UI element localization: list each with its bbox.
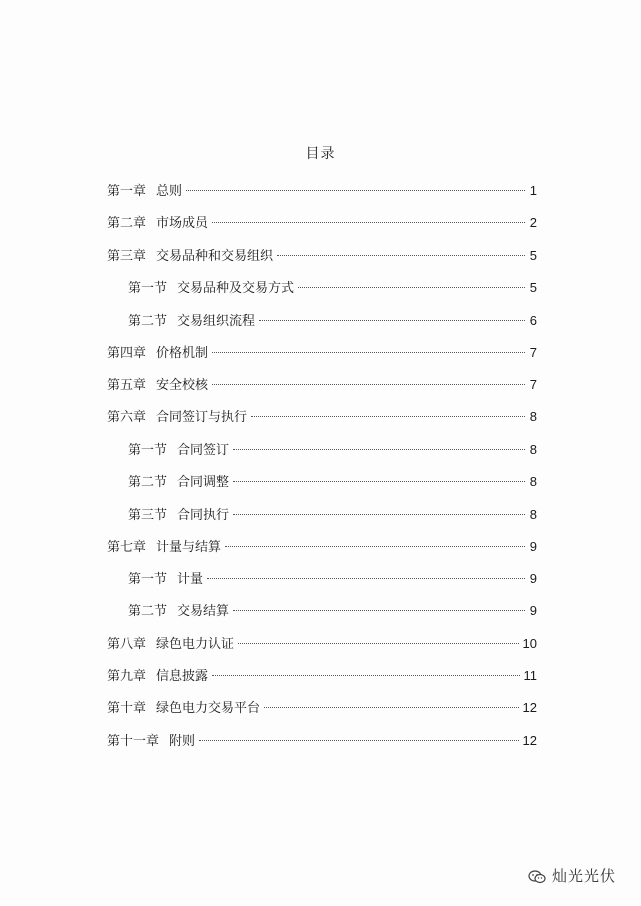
toc-entry-number: 第二节 <box>128 604 168 619</box>
toc-entry-chapter-10 <box>107 698 537 718</box>
toc-entry-number: 第一节 <box>128 572 168 587</box>
toc-entry-title: 计量 <box>177 572 204 587</box>
dot-leader <box>238 643 519 644</box>
toc-entry-title: 合同签订 <box>177 443 230 458</box>
toc-entry-number: 第二节 <box>128 475 168 490</box>
watermark-text: 灿光光伏 <box>552 867 617 885</box>
dot-leader <box>212 222 525 223</box>
toc-entry-number: 第九章 <box>107 669 147 684</box>
toc-entry-section <box>128 311 537 331</box>
dot-leader <box>298 287 525 288</box>
toc-entry-number: 第八章 <box>107 637 147 652</box>
toc-entry-section <box>128 278 537 298</box>
toc-entry-number: 第二章 <box>107 216 147 231</box>
toc-entry-title: 交易结算 <box>177 604 230 619</box>
dot-leader <box>259 320 525 321</box>
toc-entry-page: 7 <box>529 345 537 360</box>
toc-entry-page: 11 <box>523 668 537 683</box>
toc-entry-page: 10 <box>522 636 537 651</box>
toc-entry-chapter-9 <box>107 666 537 686</box>
toc-entry-number: 第七章 <box>107 540 147 555</box>
toc-entry-page: 12 <box>522 733 537 748</box>
dot-leader <box>212 352 525 353</box>
toc-entry-number: 第一章 <box>107 184 147 199</box>
dot-leader <box>233 514 525 515</box>
toc-entry-number: 第一节 <box>128 443 168 458</box>
toc-entry-title: 附则 <box>169 734 196 749</box>
dot-leader <box>251 416 525 417</box>
toc-entry-number: 第五章 <box>107 378 147 393</box>
toc-entry-page: 6 <box>529 313 537 328</box>
toc-entry-title: 计量与结算 <box>156 540 222 555</box>
toc-entry-chapter-4 <box>107 343 537 363</box>
dot-leader <box>199 740 519 741</box>
toc-entry-chapter-2 <box>107 213 537 233</box>
toc-entry-page: 1 <box>529 183 537 198</box>
dot-leader <box>212 384 525 385</box>
toc-entry-title: 总则 <box>156 184 183 199</box>
toc-entry-number: 第三节 <box>128 508 168 523</box>
toc-entry-number: 第六章 <box>107 410 147 425</box>
toc-entry-title: 合同调整 <box>177 475 230 490</box>
dot-leader <box>264 707 519 708</box>
toc-entry-title: 合同签订与执行 <box>156 410 248 425</box>
toc-entry-title: 绿色电力交易平台 <box>156 701 261 716</box>
dot-leader <box>277 255 525 256</box>
toc-entry-chapter-7 <box>107 537 537 557</box>
toc-entry-page: 12 <box>522 700 537 715</box>
toc-entry-title: 价格机制 <box>156 346 209 361</box>
toc-entry-number: 第二节 <box>128 314 168 329</box>
toc-entry-page: 9 <box>529 571 537 586</box>
toc-entry-title: 交易品种及交易方式 <box>177 281 295 296</box>
toc-entry-number: 第十章 <box>107 701 147 716</box>
toc-entry-title: 市场成员 <box>156 216 209 231</box>
toc-entry-number: 第三章 <box>107 249 147 264</box>
toc-entry-title: 绿色电力认证 <box>156 637 235 652</box>
toc-entry-chapter-8 <box>107 634 537 654</box>
toc-entry-chapter-3 <box>107 246 537 266</box>
toc-entry-section <box>128 601 537 621</box>
toc-entry-page: 7 <box>529 377 537 392</box>
toc-entry-chapter-11 <box>107 731 537 751</box>
toc-entry-section <box>128 472 537 492</box>
toc-entry-page: 8 <box>529 409 537 424</box>
toc-entry-chapter-1 <box>107 181 537 201</box>
toc-heading: 目录 <box>305 146 336 162</box>
dot-leader <box>233 449 525 450</box>
toc-entry-title: 合同执行 <box>177 508 230 523</box>
toc-entry-title: 安全校核 <box>156 378 209 393</box>
toc-entry-page: 8 <box>529 442 537 457</box>
toc-entry-section <box>128 569 537 589</box>
dot-leader <box>233 481 525 482</box>
toc-entry-number: 第四章 <box>107 346 147 361</box>
toc-entry-page: 8 <box>529 507 537 522</box>
toc-entry-title: 交易组织流程 <box>177 314 256 329</box>
toc-entry-page: 9 <box>529 539 537 554</box>
toc-entry-title: 信息披露 <box>156 669 209 684</box>
toc-entry-page: 5 <box>529 280 537 295</box>
watermark <box>528 865 616 886</box>
dot-leader <box>207 578 525 579</box>
toc-entry-title: 交易品种和交易组织 <box>156 249 274 264</box>
dot-leader <box>212 675 519 676</box>
dot-leader <box>225 546 525 547</box>
toc-entry-number: 第十一章 <box>107 734 160 749</box>
wechat-icon <box>528 869 546 883</box>
toc-entry-chapter-6 <box>107 407 537 427</box>
toc-entry-section <box>128 505 537 525</box>
dot-leader <box>186 190 525 191</box>
toc-entry-page: 8 <box>529 474 537 489</box>
dot-leader <box>233 610 525 611</box>
toc-entry-page: 9 <box>529 603 537 618</box>
toc-entry-chapter-5 <box>107 375 537 395</box>
toc-entry-section <box>128 440 537 460</box>
toc-entry-page: 5 <box>529 248 537 263</box>
toc-entry-number: 第一节 <box>128 281 168 296</box>
toc-entry-page: 2 <box>529 215 537 230</box>
